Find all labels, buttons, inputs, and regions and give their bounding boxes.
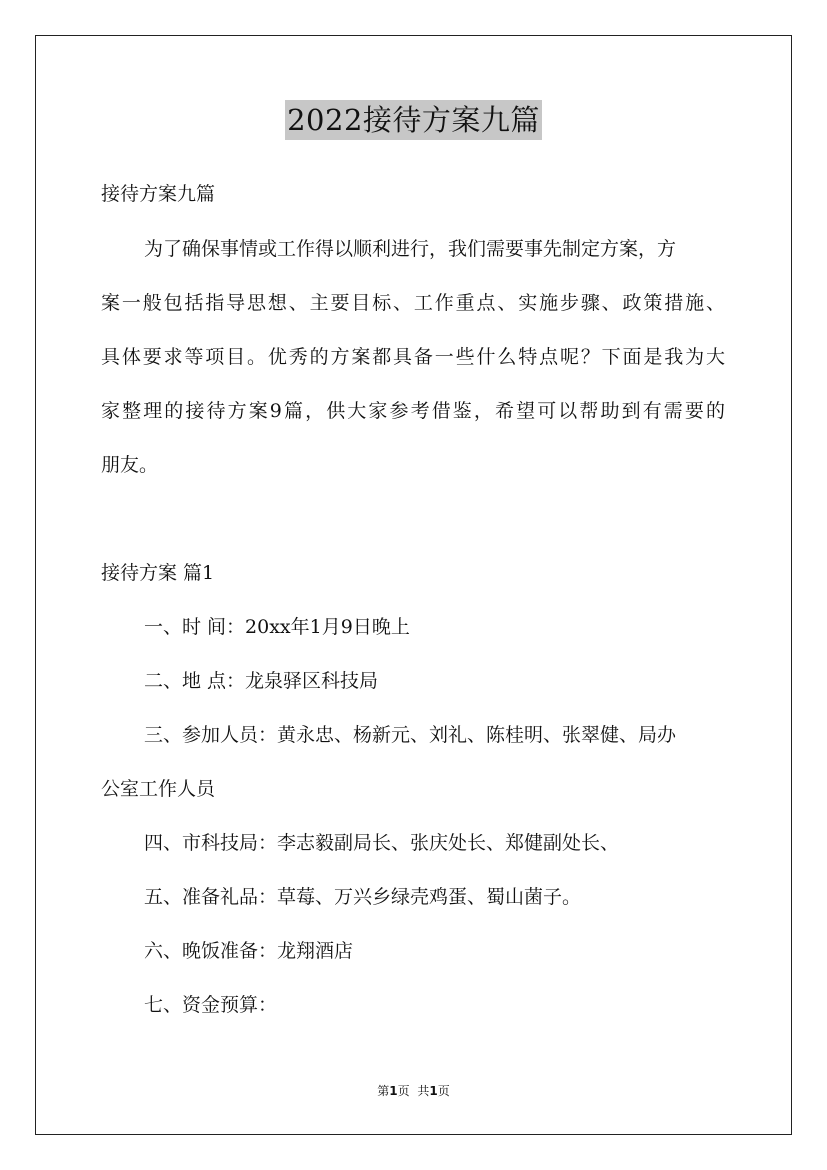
document-subtitle: 接待方案九篇: [101, 183, 216, 205]
item-city-bureau: 四、市科技局：李志毅副局长、张庆处长、郑健副处长、: [144, 832, 620, 854]
intro-line-2: 案一般包括指导思想、主要目标、工作重点、实施步骤、政策措施、: [101, 292, 725, 314]
total-pages: 1: [429, 1084, 438, 1098]
total-label-prefix: 共: [417, 1084, 430, 1098]
item-dinner: 六、晚饭准备：龙翔酒店: [144, 940, 354, 962]
page-label-prefix: 第: [377, 1084, 390, 1098]
page-number: 1: [389, 1084, 398, 1098]
item-participants-cont: 公室工作人员: [101, 778, 216, 800]
intro-line-4: 家整理的接待方案9篇，供大家参考借鉴，希望可以帮助到有需要的: [101, 400, 725, 422]
page-footer: [0, 1083, 827, 1099]
total-label-suffix: 页: [437, 1084, 450, 1098]
intro-line-3: 具体要求等项目。优秀的方案都具备一些什么特点呢？下面是我为大: [101, 346, 725, 368]
page-label-suffix: 页: [397, 1084, 410, 1098]
item-gifts: 五、准备礼品：草莓、万兴乡绿壳鸡蛋、蜀山菌子。: [144, 886, 582, 908]
intro-line-5: 朋友。: [101, 454, 159, 476]
intro-line-1: 为了确保事情或工作得以顺利进行，我们需要事先制定方案，方: [144, 238, 677, 260]
item-time: 一、时 间：20xx年1月9日晚上: [144, 616, 410, 638]
item-location: 二、地 点：龙泉驿区科技局: [144, 670, 379, 692]
item-participants: 三、参加人员：黄永忠、杨新元、刘礼、陈桂明、张翠健、局办: [144, 724, 677, 746]
title-wrapper: [0, 100, 827, 140]
section-heading: 接待方案 篇1: [101, 562, 215, 584]
document-title: 2022接待方案九篇: [285, 100, 542, 140]
item-budget: 七、资金预算：: [144, 994, 278, 1016]
